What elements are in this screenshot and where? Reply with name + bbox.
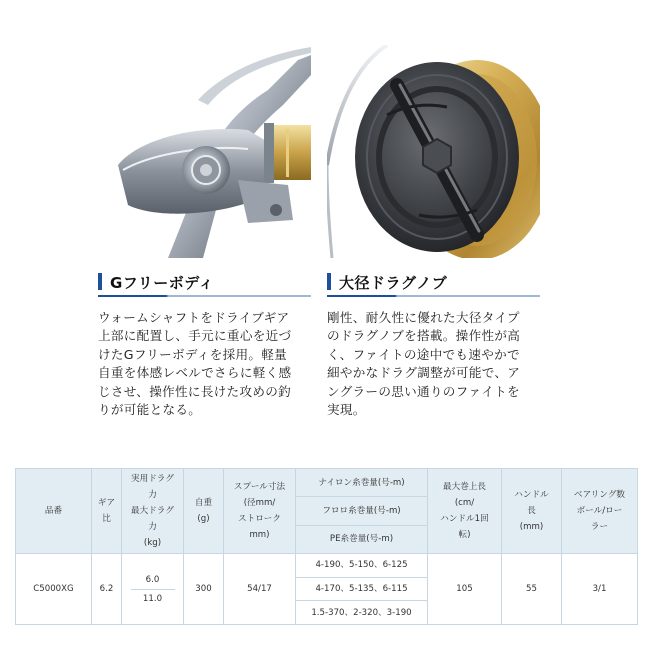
- cell-weight: 300: [184, 554, 224, 625]
- cell-retrieve: 105: [428, 554, 502, 625]
- description-line: く、ファイトの途中でも速やかで: [327, 346, 520, 362]
- description-line: りが可能となる。: [98, 402, 202, 418]
- feature-heading: [98, 271, 311, 297]
- header-gear-ratio: ギア 比: [92, 469, 122, 554]
- cell-gear-ratio: 6.2: [92, 554, 122, 625]
- cell-drag-practical: 6.0: [145, 574, 160, 585]
- cell-handle-length: 55: [502, 554, 562, 625]
- description-line: 上部に配置し、手元に重心を近づ: [98, 328, 292, 344]
- spec-header-row: [16, 469, 638, 554]
- description-line: けたGフリーボディを採用。軽量: [98, 346, 288, 362]
- heading-accent-bar: [327, 273, 331, 290]
- description-line: ウォームシャフトをドライブギア: [98, 310, 290, 325]
- cell-drag: [122, 554, 184, 625]
- header-line-capacity: [296, 469, 428, 554]
- drag-knob-photo: [327, 45, 540, 258]
- description-line: のドラグノブを搭載。操作性が高: [327, 328, 521, 344]
- header-line-pe: PE糸巻量(号-m): [296, 525, 427, 553]
- header-model: 品番: [16, 469, 92, 554]
- cell-line-nylon: 4-190、5-150、6-125: [315, 560, 408, 571]
- feature-title: Gフリーボディ: [110, 274, 215, 292]
- description-line: 実現。: [327, 402, 366, 418]
- table-row: [16, 554, 638, 625]
- header-retrieve: 最大巻上長 (cm/ ハンドル1回 転): [428, 469, 502, 554]
- header-spool: スプール寸法 (径mm/ ストローク mm): [224, 469, 296, 554]
- header-line-nylon: ナイロン糸巻量(号-m): [318, 477, 405, 488]
- description-line: じさせ、操作性に長けた攻めの釣: [98, 383, 292, 399]
- feature-description: [98, 309, 311, 419]
- header-line-fluoro: フロロ糸巻量(号-m): [296, 496, 427, 524]
- cell-drag-max: 11.0: [142, 593, 163, 604]
- header-handle-length: ハンドル 長 (mm): [502, 469, 562, 554]
- cell-model: C5000XG: [16, 554, 92, 625]
- heading-accent-bar: [98, 273, 102, 290]
- heading-underline: [327, 295, 540, 297]
- feature-g-free-body: [98, 45, 311, 419]
- drag-knob-image: [327, 45, 540, 258]
- heading-underline: [98, 295, 311, 297]
- reel-body-image: [98, 45, 311, 258]
- feature-description: [327, 309, 540, 419]
- spec-table: [15, 468, 638, 625]
- cell-line-capacity: [296, 554, 428, 625]
- feature-large-drag-knob: [327, 45, 540, 419]
- description-line: 細やかなドラグ調整が可能で、ア: [327, 365, 521, 381]
- feature-heading: [327, 271, 540, 297]
- feature-title: 大径ドラグノブ: [339, 274, 448, 292]
- header-drag: 実用ドラグ 力 最大ドラグ 力 (kg): [122, 469, 184, 554]
- cell-spool: 54/17: [224, 554, 296, 625]
- description-line: ングラーの思い通りのファイトを: [327, 383, 520, 399]
- description-line: 自重を体感レベルでさらに軽く感: [98, 365, 292, 381]
- cell-line-pe: 1.5-370、2-320、3-190: [296, 600, 427, 624]
- cell-line-fluoro: 4-170、5-135、6-115: [296, 577, 427, 601]
- description-line: 剛性、耐久性に優れた大径タイプ: [327, 310, 520, 325]
- reel-body-photo: [98, 45, 311, 258]
- header-bearings: ベアリング数 ボール/ロー ラー: [562, 469, 638, 554]
- cell-bearings: 3/1: [562, 554, 638, 625]
- header-weight: 自重 (g): [184, 469, 224, 554]
